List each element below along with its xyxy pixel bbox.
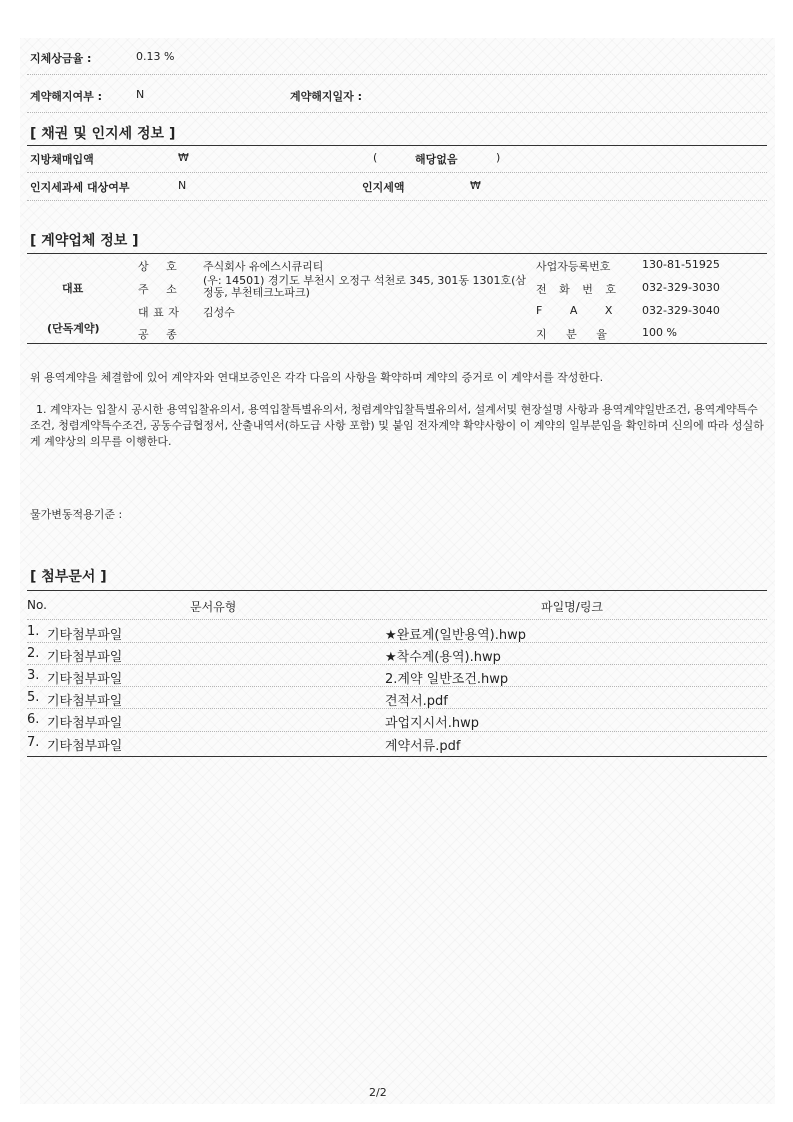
divider (27, 619, 767, 620)
file-link[interactable]: 견적서.pdf (385, 694, 448, 709)
phone: 032-329-3030 (642, 281, 720, 294)
name-label: 상 호 (138, 260, 177, 273)
contractor-type: (단독계약) (47, 322, 100, 335)
bond-note: 해당없음 (415, 153, 458, 166)
document-page (20, 38, 775, 1104)
price-adjust-label: 물가변동적용기준 : (30, 508, 123, 521)
row-type: 기타첨부파일 (47, 650, 123, 665)
file-link[interactable]: 계약서류.pdf (385, 739, 461, 754)
termination-value: N (136, 88, 145, 101)
row-type: 기타첨부파일 (47, 628, 123, 643)
table-row (27, 621, 765, 643)
table-row (27, 709, 765, 731)
bond-paren-close: ) (496, 151, 501, 164)
bond-label: 지방채매입액 (30, 153, 94, 166)
ceo-label: 대 표 자 (138, 306, 179, 319)
stamp-tax-value: N (178, 179, 187, 192)
divider (27, 172, 767, 173)
fax: 032-329-3040 (642, 304, 720, 317)
column-header-type: 문서유형 (190, 600, 237, 614)
bond-currency: ₩ (178, 151, 189, 164)
share-label: 지 분 율 (536, 328, 607, 341)
contractor-role: 대표 (62, 282, 84, 295)
biz-no-label: 사업자등록번호 (536, 260, 611, 273)
divider (27, 74, 767, 75)
row-no: 5. (27, 690, 40, 705)
termination-label: 계약해지여부 : (30, 90, 102, 103)
stamp-amount-label: 인지세액 (362, 181, 405, 194)
section-rule (27, 590, 767, 591)
fax-label: F A X (536, 304, 613, 317)
share: 100 % (642, 326, 677, 339)
row-no: 1. (27, 624, 40, 639)
biz-no: 130-81-51925 (642, 258, 720, 271)
divider (27, 112, 767, 113)
row-type: 기타첨부파일 (47, 694, 123, 709)
phone-label: 전 화 번 호 (536, 283, 616, 296)
table-row (27, 687, 765, 709)
section-title-contractor: [ 계약업체 정보 ] (30, 233, 139, 249)
row-no: 6. (27, 712, 40, 727)
section-rule (27, 253, 767, 254)
page-number: 2/2 (369, 1086, 387, 1099)
file-link[interactable]: ★착수계(용역).hwp (385, 650, 501, 665)
company-name: 주식회사 유에스시큐리티 (203, 260, 324, 273)
address-line-1: (우: 14501) 경기도 부천시 오정구 석천로 345, 301동 1301호(삼 (203, 274, 527, 287)
file-link[interactable]: 과업지시서.hwp (385, 716, 480, 731)
section-title-bond-stamp: [ 채권 및 인지세 정보 ] (30, 126, 176, 142)
file-link[interactable]: ★완료계(일반용역).hwp (385, 628, 526, 643)
termination-date-label: 계약해지일자 : (290, 90, 362, 103)
stamp-tax-label: 인지세과세 대상여부 (30, 181, 130, 194)
table-bottom-rule (27, 756, 767, 757)
row-type: 기타첨부파일 (47, 739, 123, 754)
row-no: 2. (27, 646, 40, 661)
section-rule (27, 343, 767, 344)
section-title-attachments: [ 첨부문서 ] (30, 569, 107, 585)
table-row (27, 732, 765, 754)
stamp-currency: ₩ (470, 179, 481, 192)
address-label: 주 소 (138, 283, 177, 296)
file-link[interactable]: 2.계약 일반조건.hwp (385, 672, 509, 687)
joint-label: 공 종 (138, 328, 177, 341)
row-type: 기타첨부파일 (47, 716, 123, 731)
price-rise-label: 지체상금율 : (30, 52, 92, 65)
address-line-2: 정동, 부천테크노파크) (203, 286, 310, 299)
ceo-name: 김성수 (203, 306, 235, 319)
table-row (27, 665, 765, 687)
section-rule (27, 145, 767, 146)
bond-paren-open: ( (373, 151, 378, 164)
price-rise-value: 0.13 % (136, 50, 175, 63)
row-type: 기타첨부파일 (47, 672, 123, 687)
contract-intro: 위 용역계약을 체결함에 있어 계약자와 연대보증인은 각각 다음의 사항을 확약하며 계약의 증거로 이 계약서를 작성한다. (30, 371, 604, 384)
divider (27, 200, 767, 201)
row-no: 3. (27, 668, 40, 683)
contract-clause-1: 1. 계약자는 입찰시 공시한 용역입찰유의서, 용역입찰특별유의서, 청렴계약입찰특별유의서, 설계서및 현장설명 사항과 용역계약일반조건, 용역계약특수조건, 청렴계약특수조건, 공동수급협정서, 산출내역서(하도급 사항 포함) 및 붙임 전자계약 확약사항이 이 계약의 일부분임을 확인하며 신의에 따라 성실하게 계약상의 의무를 이행한다. (30, 403, 764, 448)
column-header-file: 파일명/링크 (541, 600, 604, 614)
table-row (27, 643, 765, 665)
row-no: 7. (27, 735, 40, 750)
column-header-no: No. (27, 598, 47, 612)
